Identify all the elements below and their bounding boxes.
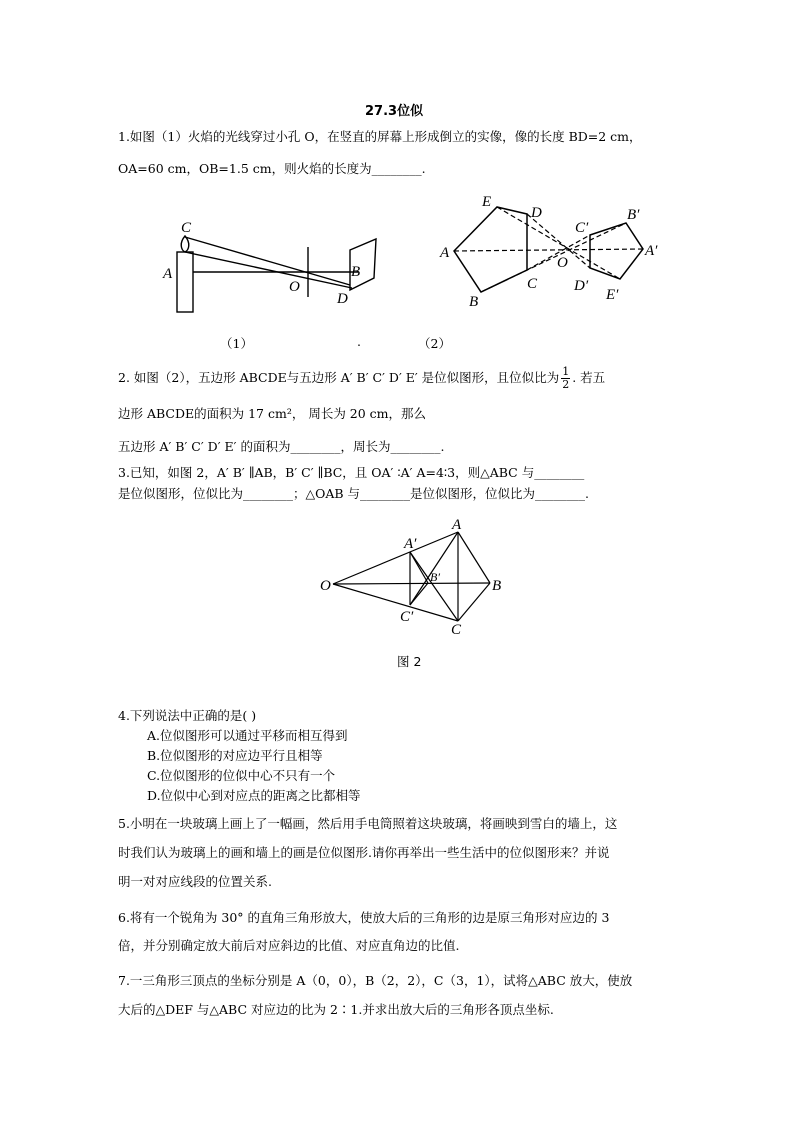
ratio-numerator: 1 — [562, 365, 570, 378]
question-7-line-1: 7.一三角形三顶点的坐标分别是 A（0，0），B（2，2），C（3，1），试将△ABC 放大，使放 — [118, 973, 633, 988]
question-2-text-a: 2. 如图（2），五边形 ABCDE与五边形 A′ B′ C′ D′ E′ 是位似图形，且位似比为 — [118, 370, 560, 385]
label-E-prime: E′ — [606, 287, 619, 303]
label-C-prime: C′ — [575, 220, 589, 236]
option-b: B.位似图形的对应边平行且相等 — [147, 748, 323, 763]
question-7-line-2: 大后的△DEF 与△ABC 对应边的比为 2∶1.并求出放大后的三角形各顶点坐标. — [118, 1002, 554, 1017]
label-B-prime: B′ — [430, 570, 440, 584]
candle-body — [177, 252, 193, 312]
pentagon-ABCDE — [454, 207, 527, 292]
label-B: B — [469, 294, 479, 310]
page-title: 27.3位似 — [365, 104, 424, 119]
option-c: C.位似图形的位似中心不只有一个 — [147, 768, 336, 783]
label-A-prime: A′ — [645, 243, 658, 259]
figure-1-pinhole-diagram — [150, 210, 390, 325]
label-D-prime: D′ — [574, 278, 589, 294]
figure-2-caption: （2） — [418, 336, 451, 351]
light-ray — [185, 252, 352, 288]
cross-line — [410, 552, 458, 621]
ratio-fraction — [561, 366, 570, 391]
figure-1-caption: （1） — [220, 336, 253, 351]
figure-3-caption: 图 2 — [397, 654, 422, 669]
question-2-line-2: 边形 ABCDE的面积为 17 cm²， 周长为 20 cm，那么 — [118, 406, 427, 421]
label-D: D — [337, 291, 348, 307]
cross-line — [410, 532, 458, 605]
label-C-prime: C′ — [400, 609, 414, 625]
label-A: A — [163, 266, 173, 282]
question-3-line-1: 3.已知，如图 2，A′ B′ ∥AB，B′ C′ ∥BC，且 OA′ ∶A′ A=4∶3，则△ABC 与________ — [118, 465, 585, 480]
label-A: A — [452, 517, 462, 533]
label-C: C — [181, 220, 192, 236]
label-O: O — [289, 279, 300, 295]
option-d: D.位似中心到对应点的距离之比都相等 — [147, 788, 361, 803]
light-ray — [185, 237, 350, 285]
label-C: C — [527, 276, 538, 292]
ray-OC — [333, 584, 458, 621]
question-5-line-2: 时我们认为玻璃上的画和墙上的画是位似图形.请你再举出一些生活中的位似图形来？并说 — [118, 845, 610, 860]
question-1-line-1: 1.如图（1）火焰的光线穿过小孔 O，在竖直的屏幕上形成倒立的实像，像的长度 BD=2 cm， — [118, 129, 642, 144]
label-O: O — [557, 255, 568, 271]
ray-OB — [333, 583, 490, 584]
label-O: O — [320, 578, 331, 594]
label-C: C — [451, 622, 462, 638]
question-1-line-2: OA=60 cm，OB=1.5 cm，则火焰的长度为________. — [118, 161, 426, 176]
question-5-line-1: 5.小明在一块玻璃上画上了一幅画，然后用手电筒照着这块玻璃，将画映到雪白的墙上，这 — [118, 816, 618, 831]
figure-2-pentagons-diagram — [435, 190, 665, 310]
label-B-prime: B′ — [627, 207, 640, 223]
side-AB — [458, 532, 490, 583]
dashed-line-BB — [481, 223, 626, 292]
ratio-denominator: 2 — [562, 378, 570, 391]
option-a: A.位似图形可以通过平移而相互得到 — [147, 728, 348, 743]
label-B: B — [351, 264, 361, 280]
question-6-line-1: 6.将有一个锐角为 30° 的直角三角形放大，使放大后的三角形的边是原三角形对应边的 3 — [118, 910, 610, 925]
question-4-stem: 4.下列说法中正确的是( ) — [118, 708, 257, 723]
label-D: D — [531, 205, 542, 221]
question-2-line-1 — [118, 366, 605, 391]
label-A: A — [440, 245, 450, 261]
pentagon-A-prime — [590, 223, 643, 279]
stray-dot: . — [357, 334, 361, 349]
label-E: E — [482, 194, 492, 210]
dashed-line-AA — [454, 249, 643, 251]
question-3-line-2: 是位似图形，位似比为________；△OAB 与________是位似图形，位似比为________. — [118, 486, 590, 501]
question-2-line-3: 五边形 A′ B′ C′ D′ E′ 的面积为________，周长为________. — [118, 439, 445, 454]
side-BC — [458, 583, 490, 621]
question-6-line-2: 倍，并分别确定放大前后对应斜边的比值、对应直角边的比值. — [118, 938, 460, 953]
question-5-line-3: 明一对对应线段的位置关系. — [118, 874, 272, 889]
figure-3-triangle-diagram — [315, 512, 510, 638]
question-2-text-b: . 若五 — [572, 370, 606, 385]
label-B: B — [492, 578, 502, 594]
label-A-prime: A′ — [404, 536, 417, 552]
